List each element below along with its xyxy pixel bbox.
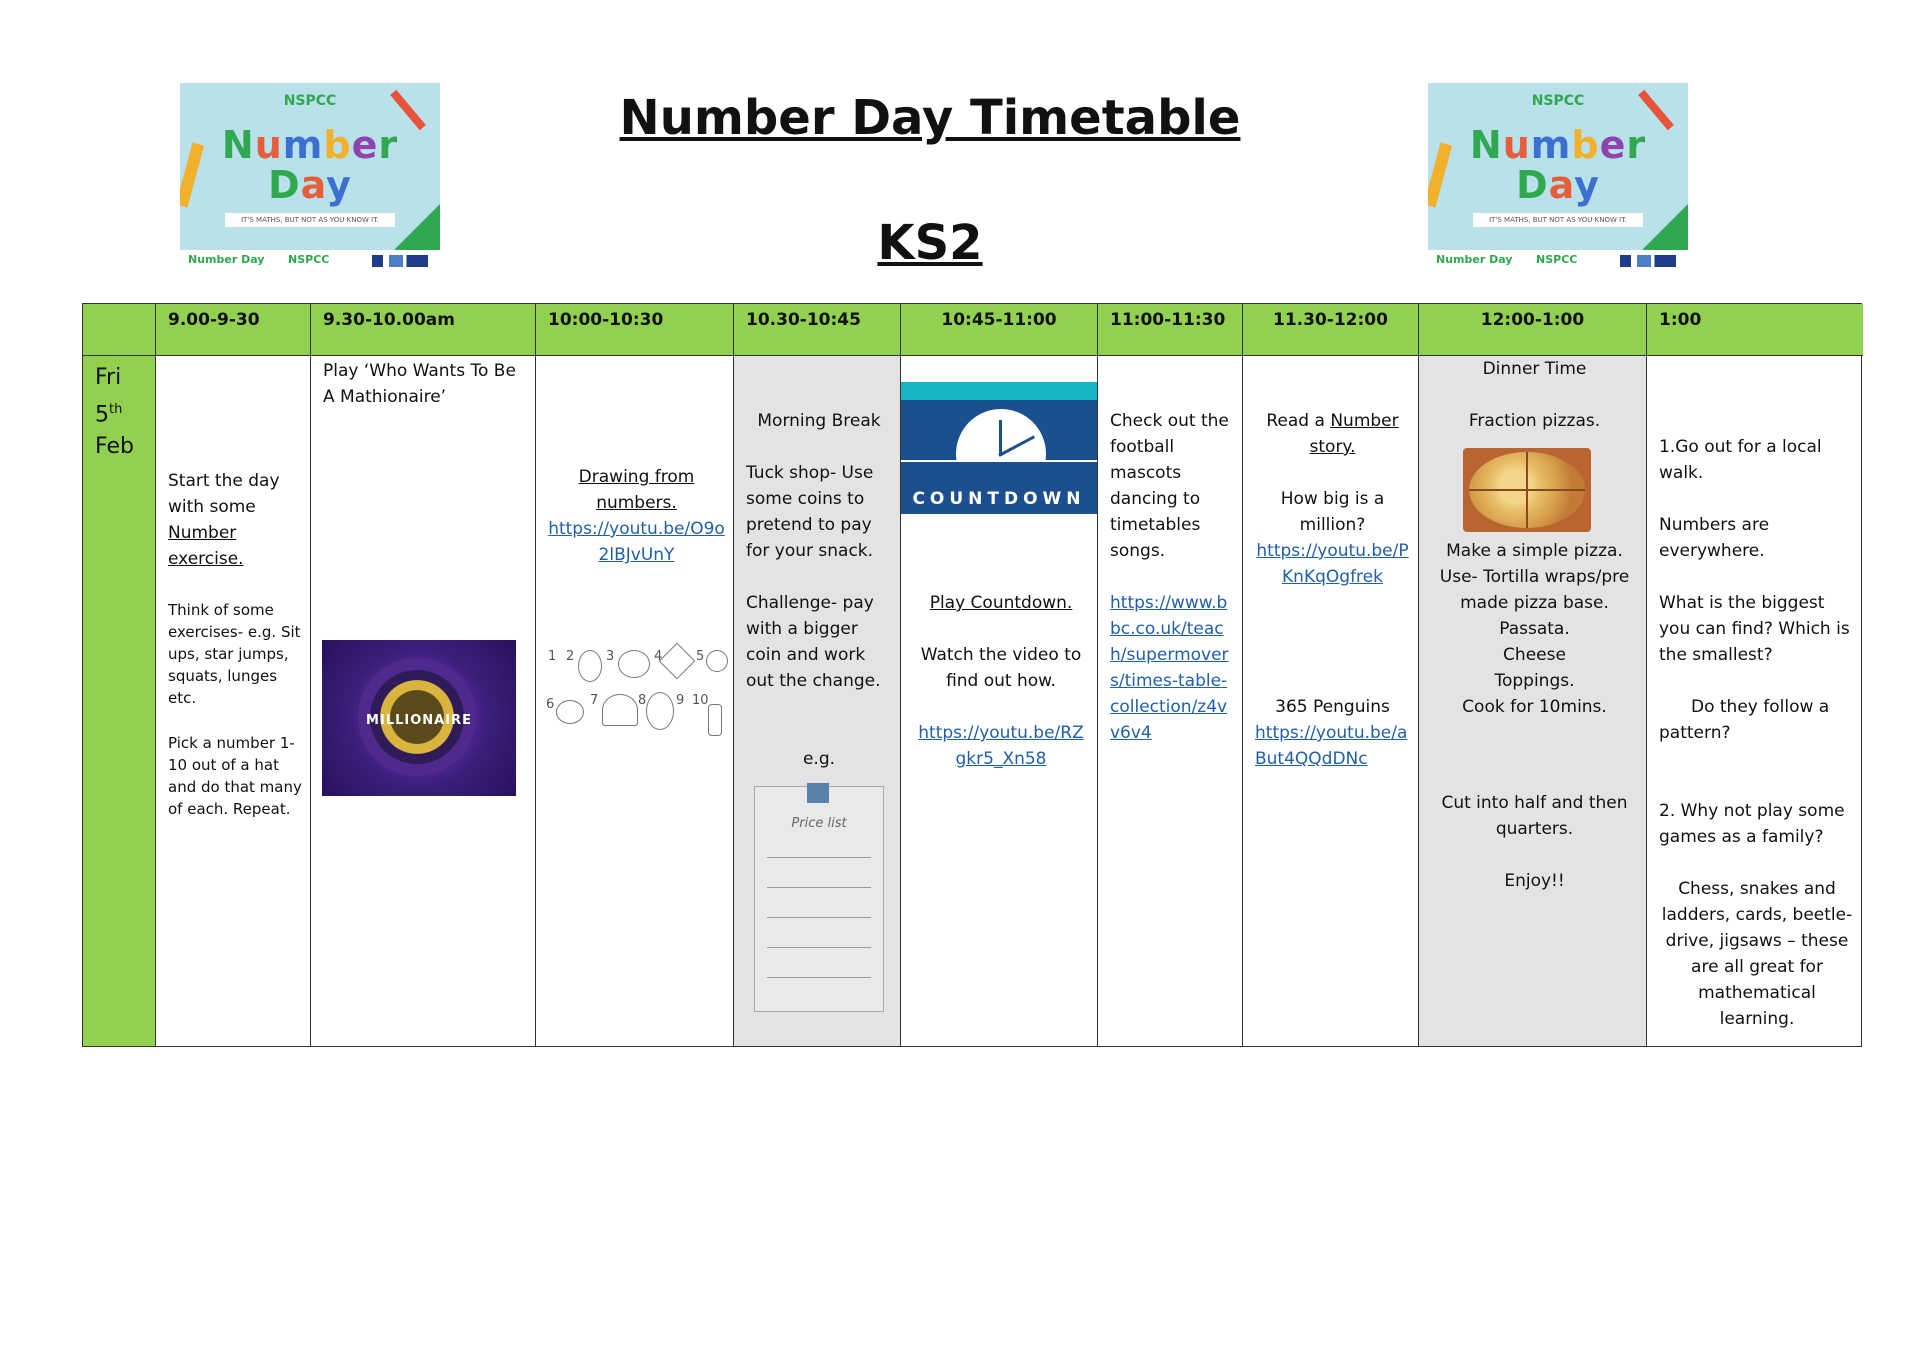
logo-word-day: Day — [1516, 163, 1600, 207]
logo-org: NSPCC — [1531, 93, 1585, 109]
clip-icon — [807, 783, 829, 803]
penguins-video-link[interactable]: https://youtu.be/aBut4QQdDNc — [1255, 723, 1408, 769]
partner-logos — [372, 255, 428, 267]
million-question: How big is a million? — [1280, 489, 1385, 535]
page-title: Number Day Timetable — [619, 90, 1241, 146]
countdown-band — [901, 382, 1097, 400]
set-square-icon — [394, 204, 440, 250]
logo-word-number: Number — [1469, 123, 1647, 167]
pizza-image — [1463, 448, 1591, 532]
time-header: 1:00 — [1647, 304, 1863, 356]
slot-cell — [311, 356, 535, 1046]
time-header: 12:00-1:00 — [1419, 304, 1646, 356]
drawing-block — [548, 464, 725, 568]
slot-1300 — [1647, 304, 1863, 1046]
million-video-link[interactable]: https://youtu.be/PKnKqOgfrek — [1256, 541, 1409, 587]
slot-1200 — [1419, 304, 1647, 1046]
pizza-cut — [1526, 452, 1528, 528]
day-column — [83, 304, 156, 1046]
logo-footer-left: Number Day — [1436, 253, 1513, 266]
set-square-icon — [1642, 204, 1688, 250]
logo-card — [1428, 83, 1688, 250]
countdown-instructions: Watch the video to find out how. — [920, 645, 1082, 691]
number-story-label: Read a Number story. — [1266, 411, 1399, 457]
slot-cell — [1243, 356, 1418, 1046]
millionaire-image — [322, 640, 516, 796]
family-games-text: 2. Why not play some games as a family? — [1659, 801, 1845, 847]
logo-word-number: Number — [221, 123, 399, 167]
countdown-logo-text: COUNTDOWN — [912, 489, 1086, 509]
slot-1000 — [536, 304, 734, 1046]
slot-cell — [1419, 356, 1646, 1046]
slot-0900 — [156, 304, 311, 1046]
enjoy-text: Enjoy!! — [1504, 871, 1565, 891]
logo-footer-right: NSPCC — [288, 253, 330, 266]
logo-org: NSPCC — [283, 93, 337, 109]
time-header: 10.30-10:45 — [734, 304, 900, 356]
logo-strapline: IT'S MATHS, BUT NOT AS YOU KNOW IT. — [225, 213, 395, 227]
pizza-instructions: Make a simple pizza. Use- Tortilla wraps/pre made pizza base. Passata. Cheese Toppings. Cook for 10mins. — [1439, 541, 1630, 717]
mascots-text: Check out the football mascots dancing to timetables songs. — [1110, 411, 1229, 561]
exercise-intro: Start the day with some Number exercise. — [168, 471, 280, 569]
logo-footer-right: NSPCC — [1536, 253, 1578, 266]
logo-footer — [180, 253, 440, 273]
day-month: Feb — [95, 434, 134, 460]
number-story-link[interactable]: Number story. — [1309, 411, 1399, 457]
time-header: 11:00-11:30 — [1098, 304, 1242, 356]
penguins-label: 365 Penguins — [1275, 697, 1390, 717]
penguins-link-block — [1255, 720, 1410, 772]
slot-1030 — [734, 304, 901, 1046]
logo-footer-left: Number Day — [188, 253, 265, 266]
slot-cell — [536, 356, 733, 1046]
slot-1045 — [901, 304, 1098, 1046]
slot-0930 — [311, 304, 536, 1046]
morning-break-label: Morning Break — [757, 411, 881, 431]
time-header: 10:00-10:30 — [536, 304, 733, 356]
number-drawings-image: 1 2 3 4 5 6 7 8 9 10 — [546, 644, 726, 744]
fraction-pizzas-label: Fraction pizzas. — [1468, 411, 1601, 431]
local-walk-text: 1.Go out for a local walk. — [1659, 437, 1822, 483]
partner-logos — [1620, 255, 1676, 267]
example-label: e.g. — [802, 749, 836, 769]
logo-word-day: Day — [268, 163, 352, 207]
slot-cell — [734, 356, 900, 1046]
slot-cell — [1098, 356, 1242, 1046]
timetable — [82, 303, 1862, 1047]
time-header: 9.30-10.00am — [311, 304, 535, 356]
time-header: 11.30-12:00 — [1243, 304, 1418, 356]
day-name: Fri — [95, 365, 122, 390]
supermovers-link-block — [1110, 590, 1234, 746]
price-list-image — [754, 786, 884, 1012]
exercise-examples: Think of some exercises- e.g. Sit ups, star jumps, squats, lunges etc. — [168, 601, 301, 707]
number-exercise-link[interactable]: Number exercise. — [168, 523, 244, 569]
slot-1100 — [1098, 304, 1243, 1046]
exercise-instructions: Pick a number 1-10 out of a hat and do that many of each. Repeat. — [168, 734, 302, 818]
price-list-title: Price list — [791, 816, 847, 831]
drawing-from-numbers-link[interactable]: Drawing from numbers. — [578, 467, 695, 513]
play-countdown-link[interactable]: Play Countdown. — [929, 593, 1073, 613]
slot-cell — [901, 356, 1097, 1046]
logo-strapline: IT'S MATHS, BUT NOT AS YOU KNOW IT. — [1473, 213, 1643, 227]
logo-footer — [1428, 253, 1688, 273]
header-cell-empty — [83, 304, 155, 356]
challenge-text: Challenge- pay with a bigger coin and work out the change. — [746, 593, 881, 691]
supermovers-link[interactable]: https://www.bbc.co.uk/teach/supermovers/times-table-collection/z4vv6v4 — [1110, 593, 1229, 743]
countdown-baseline — [901, 460, 1097, 462]
countdown-logo-image — [901, 382, 1097, 514]
slot-cell — [1647, 356, 1863, 1046]
drawing-video-link[interactable]: https://youtu.be/O9o2lBJvUnY — [548, 519, 725, 565]
cut-instructions: Cut into half and then quarters. — [1441, 793, 1628, 839]
day-cell — [83, 356, 155, 1046]
games-list-text: Chess, snakes and ladders, cards, beetle-drive, jigsaws – these are all great for mathematical learning. — [1661, 879, 1853, 1029]
dinner-time-label: Dinner Time — [1482, 359, 1587, 379]
millionaire-image-text: MILLIONAIRE — [366, 713, 472, 728]
countdown-video-link[interactable]: https://youtu.be/RZgkr5_Xn58 — [918, 723, 1084, 769]
time-header: 9.00-9-30 — [156, 304, 310, 356]
number-day-logo-left — [180, 83, 440, 273]
logo-card — [180, 83, 440, 250]
countdown-link-block — [913, 720, 1089, 772]
slot-1130 — [1243, 304, 1419, 1046]
number-day-logo-right — [1428, 83, 1688, 273]
numbers-everywhere-text: Numbers are everywhere. — [1659, 515, 1770, 561]
million-link-block — [1255, 538, 1410, 590]
page-subtitle: KS2 — [877, 215, 983, 271]
slot-cell — [156, 356, 310, 1046]
mathionaire-text: Play ‘Who Wants To Be A Mathionaire’ — [323, 361, 516, 407]
day-date: 5th — [95, 402, 123, 428]
clock-hand — [999, 420, 1002, 456]
tuck-shop-text: Tuck shop- Use some coins to pretend to pay for your snack. — [746, 463, 874, 561]
time-header: 10:45-11:00 — [901, 304, 1097, 356]
pattern-question: Do they follow a pattern? — [1659, 697, 1830, 743]
biggest-smallest-text: What is the biggest you can find? Which is the smallest? — [1659, 593, 1850, 665]
